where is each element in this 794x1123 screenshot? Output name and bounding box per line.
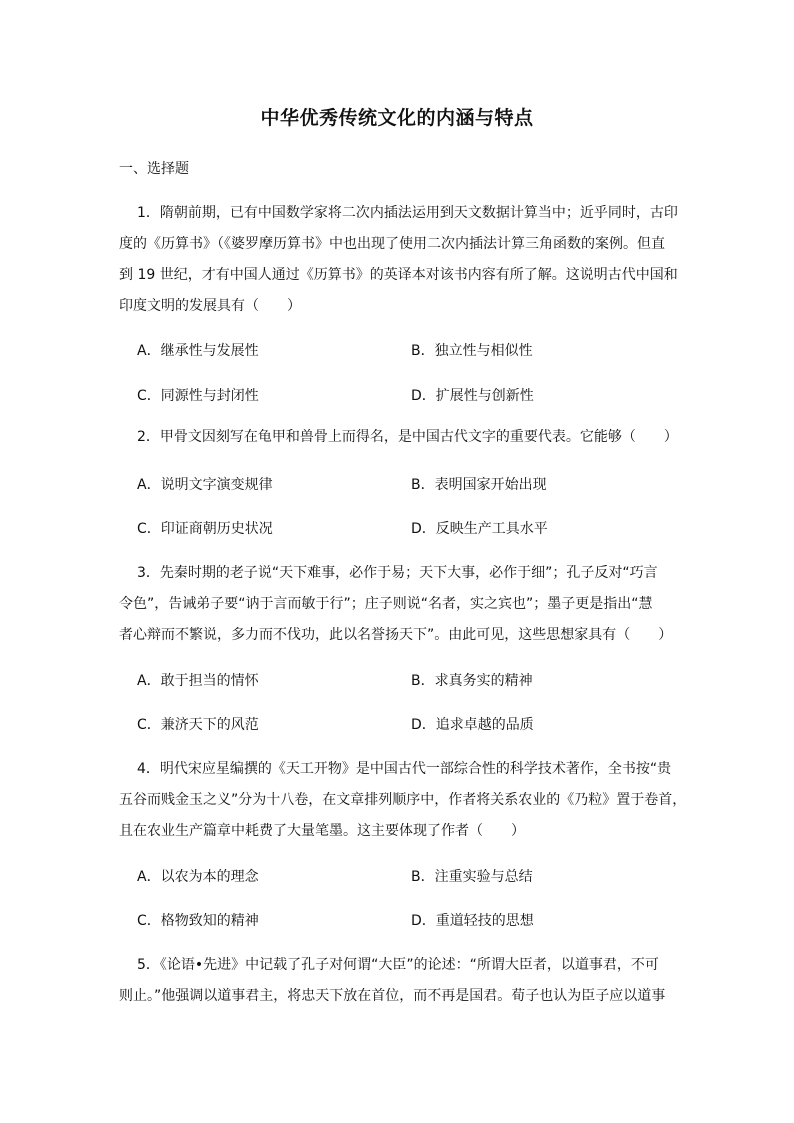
- option-c: C．兼济天下的风范: [137, 717, 259, 733]
- option-a: A．以农为本的理念: [137, 869, 259, 885]
- question-4: [119, 754, 687, 847]
- question-line: 五谷而贱金玉之义”分为十八卷，在文章排列顺序中，作者将关系农业的《乃粒》置于卷首，: [119, 792, 687, 808]
- question-3: [119, 558, 679, 651]
- question-line: 1．隋朝前期，已有中国数学家将二次内插法运用到天文数据计算当中；近乎同时，古印: [137, 205, 678, 221]
- question-line: 令色”，告诫弟子要“讷于言而敏于行”；庄子则说“名者，实之宾也”；墨子更是指出“慧: [119, 596, 653, 612]
- section-heading: 一、选择题: [119, 161, 189, 177]
- question-line: 度的《历算书》（《婆罗摩历算书》中也出现了使用二次内插法计算三角函数的案例。但直: [119, 236, 665, 252]
- question-line: 印度文明的发展具有（ ）: [119, 298, 301, 314]
- option-c: C．同源性与封闭性: [137, 388, 259, 404]
- question-1: [119, 198, 679, 322]
- option-b: B．独立性与相似性: [411, 343, 533, 359]
- option-d: D．追求卓越的品质: [411, 717, 534, 733]
- page-title: 中华优秀传统文化的内涵与特点: [260, 107, 534, 129]
- question-2: [119, 422, 679, 453]
- option-b: B．求真务实的精神: [411, 673, 533, 689]
- option-a: A．敢于担当的情怀: [137, 673, 259, 689]
- option-c: C．格物致知的精神: [137, 913, 259, 929]
- question-line: 3．先秦时期的老子说“天下难事，必作于易；天下大事，必作于细”；孔子反对“巧言: [137, 565, 658, 581]
- question-line: 则止。”他强调以道事君主，将忠天下放在首位，而不再是国君。荀子也认为臣子应以道事: [119, 988, 666, 1004]
- question-5: [119, 950, 679, 1012]
- question-line: 者心辩而不繁说，多力而不伐功，此以名誉扬天下”。由此可见，这些思想家具有（ ）: [119, 627, 673, 643]
- question-line: 4．明代宋应星编撰的《天工开物》是中国古代一部综合性的科学技术著作，全书按“贵: [137, 761, 672, 777]
- question-line: 到 19 世纪，才有中国人通过《历算书》的英译本对该书内容有所了解。这说明古代中国和: [119, 267, 678, 283]
- option-a: A．继承性与发展性: [137, 343, 259, 359]
- option-d: D．扩展性与创新性: [411, 388, 534, 404]
- question-line: 且在农业生产篇章中耗费了大量笔墨。这主要体现了作者（ ）: [119, 823, 525, 839]
- option-b: B．注重实验与总结: [411, 869, 533, 885]
- question-line: 5．《论语•先进》中记载了孔子对何谓“大臣”的论述：“所谓大臣者，以道事君，不可: [137, 957, 659, 973]
- option-c: C．印证商朝历史状况: [137, 521, 273, 537]
- option-d: D．反映生产工具水平: [411, 521, 548, 537]
- option-b: B．表明国家开始出现: [411, 477, 547, 493]
- option-a: A．说明文字演变规律: [137, 477, 273, 493]
- option-d: D．重道轻技的思想: [411, 913, 534, 929]
- question-line: 2．甲骨文因刻写在龟甲和兽骨上而得名，是中国古代文字的重要代表。它能够（ ）: [137, 429, 678, 445]
